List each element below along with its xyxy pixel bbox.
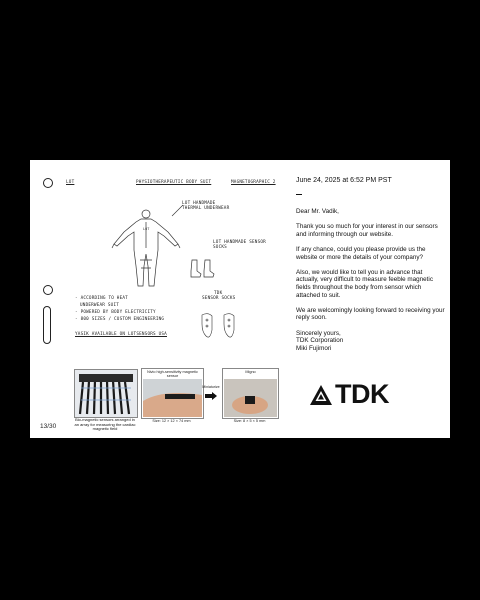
annotation-sensor-socks-2: SENSOR SOCKS	[202, 296, 236, 301]
sensor-box-title: Nivio high-sensitivity magnetic sensor	[147, 370, 198, 378]
binder-hole-top	[43, 178, 53, 188]
arrow-right-icon	[205, 392, 217, 400]
bullet-2: UNDERWEAR SUIT	[80, 303, 120, 308]
letter-paragraph-2: If any chance, could you please provide us the website or more the details of your company?	[296, 245, 426, 261]
migno-title: Migno	[245, 370, 256, 374]
letter-paragraph-3: Also, we would like to tell you in advance that actually, very difficult to measure feeble magnetic fields throughout the body from sensor which attached to suit.	[296, 268, 433, 299]
sketch-header-right: MAGNETOGRAPHIC 2	[231, 180, 276, 185]
sketch-header-left: LOT	[66, 180, 75, 185]
suit-label: LOT	[143, 227, 150, 231]
sensor-socks-sketch	[198, 312, 242, 342]
bullet-4: - 800 SIZES / CUSTOM ENGINEERING	[75, 317, 165, 322]
migno-box	[222, 368, 279, 419]
socks-sketch	[188, 259, 216, 279]
hand-sensor-image	[143, 379, 202, 417]
migno-sensor-image	[224, 379, 277, 417]
sketch-header-title: PHYSIOTHERAPEUTIC BODY SUIT	[136, 180, 212, 185]
annotation-sensor-socks-1: TDK	[214, 291, 223, 296]
letter-company: TDK Corporation	[296, 337, 344, 345]
bullet-3: - POWERED BY BODY ELECTRICITY	[75, 310, 156, 315]
size-left: Size: 12 × 12 × 74 mm	[152, 419, 191, 423]
tdk-logo-icon	[310, 385, 332, 405]
letter-signer: Miki Fujimori	[296, 344, 332, 352]
sensor-array-image	[75, 370, 137, 417]
bodysuit-sketch	[110, 208, 182, 290]
email-date: June 24, 2025 at 6:52 PM PST	[296, 177, 392, 184]
annotation-socks-1: LOT HANDMADE SENSOR	[213, 240, 266, 245]
annotation-thermal-1: LOT HANDMADE	[182, 201, 216, 206]
page-number: 13/30	[40, 423, 57, 430]
annotation-thermal-2: THERMAL UNDERWEAR	[182, 206, 230, 211]
binder-slot	[43, 306, 51, 344]
document-page	[30, 160, 450, 438]
letter-body	[296, 208, 446, 352]
letter-greeting: Dear Mr. Vadik,	[296, 208, 339, 215]
letter-paragraph-1: Thank you so much for your interest in our sensors and informing through our website.	[296, 223, 438, 238]
miniaturize-label: Miniaturize	[202, 385, 220, 389]
tdk-logo-text: TDK	[335, 379, 389, 409]
annotation-arrow	[170, 204, 184, 218]
size-right: Size: 8 × 5 × 5 mm	[233, 419, 266, 423]
sensor-array-caption: Bio-magnetic sensors arranged in an array for measuring the cardiac magnetic field	[74, 417, 136, 432]
divider	[296, 194, 302, 195]
sensor-array-photo	[74, 369, 138, 418]
sensor-comparison-box	[141, 368, 204, 419]
letter-closing: Sincerely yours,	[296, 329, 341, 337]
sketch-footer-line: YASIK AVAILABLE ON LOTSENSORS USA	[75, 332, 167, 337]
tdk-logo	[310, 379, 389, 410]
binder-hole-middle	[43, 285, 53, 295]
annotation-socks-2: SOCKS	[213, 245, 227, 250]
bullet-1: - ACCORDING TO HEAT	[75, 296, 128, 301]
letter-paragraph-4: We are welcomingly looking forward to receiving your reply soon.	[296, 306, 445, 322]
